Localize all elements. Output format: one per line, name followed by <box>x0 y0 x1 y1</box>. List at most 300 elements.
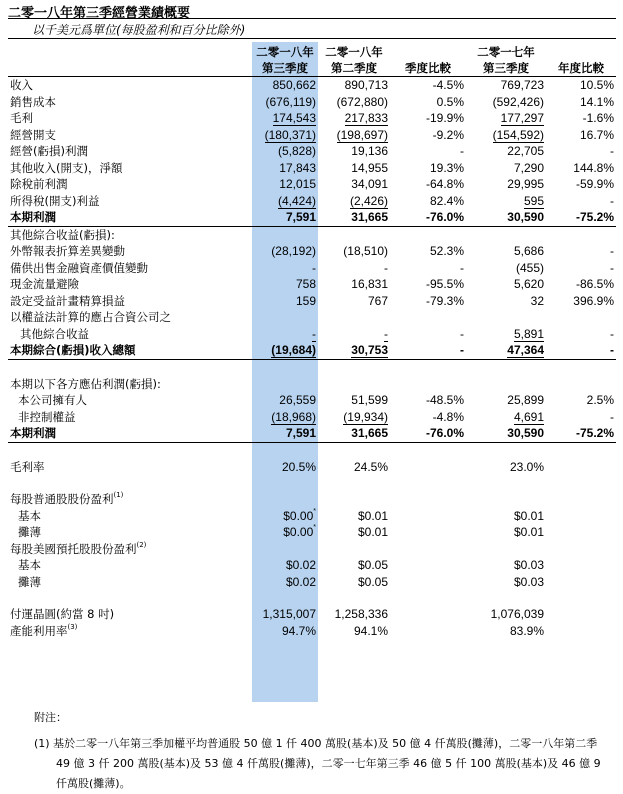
cell-c3 <box>390 557 466 574</box>
cell-c1 <box>252 508 318 525</box>
cell-c5 <box>546 110 616 127</box>
cell-c2 <box>318 176 390 193</box>
cell-c5 <box>546 77 616 94</box>
cell-c4 <box>466 143 546 160</box>
footnotes <box>34 708 604 794</box>
cell-value: (180,371) <box>264 127 316 142</box>
table-row <box>8 376 616 393</box>
cell-value: (19,684) <box>271 343 316 359</box>
cell-value: 30,590 <box>507 210 544 224</box>
table-row <box>8 557 616 574</box>
cell-value: $0.02 <box>285 558 316 572</box>
footnote-marker: (1) <box>113 491 124 499</box>
cell-value: -75.2% <box>575 210 614 224</box>
table-row <box>8 160 616 177</box>
cell-c4 <box>466 491 546 508</box>
row-label <box>8 376 252 393</box>
table-row <box>8 541 616 558</box>
row-label <box>8 110 252 127</box>
cell-value: -4.8% <box>432 409 464 424</box>
cell-c4 <box>466 94 546 111</box>
cell-value: 30,590 <box>507 426 544 440</box>
cell-c2 <box>318 127 390 144</box>
cell-c2 <box>318 276 390 293</box>
row-label-text: 設定受益計畫精算損益 <box>10 293 125 308</box>
cell-c1 <box>252 309 318 326</box>
cell-c3 <box>390 491 466 508</box>
cell-value: (592,426) <box>492 94 544 109</box>
cell-c5 <box>546 524 616 541</box>
header-q3-2018-line1: 二零一八年 <box>256 45 314 59</box>
cell-c5 <box>546 193 616 210</box>
row-label <box>8 209 252 226</box>
cell-c2 <box>318 226 390 243</box>
cell-c1 <box>252 574 318 591</box>
cell-value: 52.3% <box>429 244 464 258</box>
row-label-text: 以權益法計算的應占合資公司之 <box>10 310 171 324</box>
table-row <box>8 260 616 277</box>
cell-value: 5,686 <box>513 244 544 258</box>
table-row <box>8 110 616 127</box>
row-label <box>8 243 252 260</box>
cell-c1 <box>252 392 318 409</box>
cell-c5 <box>546 260 616 277</box>
spacer-row <box>8 475 616 491</box>
cell-c4 <box>466 508 546 525</box>
cell-c5 <box>546 623 616 640</box>
cell-value: (455) <box>515 260 544 275</box>
table-row <box>8 193 616 210</box>
cell-c3 <box>390 326 466 343</box>
cell-value: - <box>460 144 464 158</box>
cell-c3 <box>390 459 466 476</box>
cell-c4 <box>466 127 546 144</box>
cell-c4 <box>466 160 546 177</box>
cell-value: $0.03 <box>513 558 544 572</box>
cell-c3 <box>390 226 466 243</box>
cell-c5 <box>546 541 616 558</box>
cell-value: 14,955 <box>351 160 388 175</box>
cell-value: $0.02 <box>285 574 316 589</box>
cell-value: -76.0% <box>425 426 464 440</box>
cell-value: (18,968) <box>271 409 316 424</box>
table-row <box>8 243 616 260</box>
cell-c5 <box>546 425 616 442</box>
cell-value: -76.0% <box>425 210 464 224</box>
cell-value: 7,290 <box>513 160 544 175</box>
row-label <box>8 524 252 541</box>
table-row <box>8 94 616 111</box>
report-subtitle: 以千美元爲單位(每股盈利和百分比除外) <box>32 23 246 37</box>
row-label <box>8 77 252 94</box>
cell-value: 144.8% <box>573 160 614 175</box>
row-label <box>8 176 252 193</box>
cell-c2 <box>318 160 390 177</box>
cell-value: $0.05 <box>357 558 388 572</box>
cell-value: - <box>610 343 614 357</box>
cell-c3 <box>390 293 466 310</box>
table-row <box>8 143 616 160</box>
cell-c1 <box>252 557 318 574</box>
cell-c1 <box>252 127 318 144</box>
table-row <box>8 309 616 326</box>
cell-value: 24.5% <box>353 459 388 474</box>
row-label <box>8 425 252 442</box>
title-rule <box>8 18 616 19</box>
cell-c2 <box>318 260 390 277</box>
cell-c2 <box>318 524 390 541</box>
row-label <box>8 127 252 144</box>
cell-c2 <box>318 574 390 591</box>
cell-value: - <box>384 260 388 275</box>
cell-c5 <box>546 276 616 293</box>
cell-c1 <box>252 160 318 177</box>
cell-value: 5,891 <box>513 326 544 341</box>
row-label-text: 毛利 <box>10 111 33 125</box>
cell-value: $0.00 <box>283 525 314 539</box>
cell-c1 <box>252 409 318 426</box>
financial-summary-table <box>8 44 616 639</box>
table-row <box>8 409 616 426</box>
cell-value: 94.1% <box>353 623 388 638</box>
cell-value: 83.9% <box>509 623 544 638</box>
cell-c3 <box>390 623 466 640</box>
row-label-text: 其他綜合收益(虧損): <box>10 227 115 242</box>
cell-c2 <box>318 409 390 426</box>
spacer-row <box>8 590 616 606</box>
row-label <box>8 409 252 426</box>
row-label-text: 本期利潤 <box>10 210 56 224</box>
row-label <box>8 326 252 343</box>
cell-c3 <box>390 425 466 442</box>
row-label-text: 毛利率 <box>10 459 45 474</box>
cell-value: 30,753 <box>351 343 388 359</box>
cell-c4 <box>466 392 546 409</box>
cell-c1 <box>252 524 318 541</box>
row-label <box>8 276 252 293</box>
cell-value: 2.5% <box>586 393 614 407</box>
cell-c2 <box>318 309 390 326</box>
cell-c3 <box>390 143 466 160</box>
cell-c5 <box>546 143 616 160</box>
cell-c5 <box>546 326 616 343</box>
cell-c4 <box>466 193 546 210</box>
cell-value: -79.3% <box>425 293 464 308</box>
cell-value: -19.9% <box>425 111 464 125</box>
row-label <box>8 623 252 640</box>
header-q2-2018-line1: 二零一八年 <box>325 45 383 59</box>
row-label <box>8 293 252 310</box>
row-label <box>8 309 252 326</box>
cell-c4 <box>466 409 546 426</box>
cell-value: 595 <box>523 193 544 208</box>
cell-value: 19,136 <box>351 144 388 158</box>
cell-value: $0.01 <box>357 525 388 539</box>
cell-c4 <box>466 459 546 476</box>
cell-value: - <box>610 193 614 208</box>
cell-c1 <box>252 342 318 359</box>
cell-c2 <box>318 425 390 442</box>
cell-value: 47,364 <box>507 343 544 359</box>
row-label <box>8 541 252 558</box>
cell-value: - <box>312 326 316 341</box>
cell-c3 <box>390 243 466 260</box>
header-row-2 <box>8 60 616 77</box>
cell-value: 25,899 <box>507 393 544 407</box>
cell-value: -86.5% <box>575 277 614 291</box>
cell-c3 <box>390 342 466 359</box>
row-label-text: 收入 <box>10 78 33 92</box>
cell-c2 <box>318 143 390 160</box>
cell-c3 <box>390 524 466 541</box>
row-label-text: 攤薄 <box>18 525 41 539</box>
table-row <box>8 491 616 508</box>
spacer-row <box>8 442 616 459</box>
cell-value: (4,424) <box>277 193 316 208</box>
row-label <box>8 392 252 409</box>
row-label-text: 產能利用率 <box>10 623 68 638</box>
cell-value: - <box>460 343 464 357</box>
cell-c4 <box>466 176 546 193</box>
cell-c1 <box>252 94 318 111</box>
row-label <box>8 193 252 210</box>
cell-value: -75.2% <box>575 426 614 440</box>
row-label-text: 本公司擁有人 <box>18 393 87 407</box>
cell-c1 <box>252 209 318 226</box>
cell-value: (198,697) <box>336 127 388 142</box>
cell-value: (18,510) <box>343 244 388 258</box>
cell-c3 <box>390 77 466 94</box>
header-qoq: 季度比較 <box>390 60 466 77</box>
cell-c1 <box>252 326 318 343</box>
cell-value: 94.7% <box>281 623 316 638</box>
table-row <box>8 176 616 193</box>
cell-value: (672,880) <box>336 94 388 109</box>
cell-c3 <box>390 606 466 623</box>
cell-value: -95.5% <box>425 277 464 291</box>
cell-c4 <box>466 326 546 343</box>
cell-c2 <box>318 342 390 359</box>
cell-c3 <box>390 193 466 210</box>
cell-value: 22,705 <box>507 144 544 158</box>
row-label-text: 所得稅(開支)利益 <box>10 193 100 208</box>
cell-c5 <box>546 574 616 591</box>
cell-value: 19.3% <box>429 160 464 175</box>
cell-value: 31,665 <box>351 426 388 440</box>
cell-c2 <box>318 243 390 260</box>
cell-c4 <box>466 110 546 127</box>
cell-c3 <box>390 127 466 144</box>
cell-value: 26,559 <box>279 393 316 407</box>
cell-value: 10.5% <box>579 78 614 92</box>
cell-value: 29,995 <box>507 177 544 191</box>
cell-c3 <box>390 94 466 111</box>
cell-value: 758 <box>295 277 316 291</box>
header-q3-2018-line2: 第三季度 <box>252 60 318 77</box>
cell-value: -9.2% <box>432 127 464 142</box>
cell-c2 <box>318 77 390 94</box>
cell-c1 <box>252 226 318 243</box>
row-label-text: 其他收入(開支)，淨額 <box>10 160 123 175</box>
cell-c4 <box>466 293 546 310</box>
cell-c4 <box>466 376 546 393</box>
cell-value: 850,662 <box>272 78 316 92</box>
row-label <box>8 606 252 623</box>
cell-c5 <box>546 293 616 310</box>
cell-c3 <box>390 110 466 127</box>
cell-value: 1,076,039 <box>490 607 544 621</box>
cell-c1 <box>252 623 318 640</box>
row-label-text: 每股普通股股份盈利 <box>10 492 114 506</box>
cell-value: 32 <box>530 293 544 308</box>
cell-c4 <box>466 541 546 558</box>
cell-value: -1.6% <box>582 111 614 125</box>
row-label-text: 本期利潤 <box>10 426 56 440</box>
cell-c4 <box>466 243 546 260</box>
table-row <box>8 606 616 623</box>
row-label-text: 本期以下各方應佔利潤(虧損): <box>10 376 161 391</box>
table-row <box>8 77 616 94</box>
cell-c4 <box>466 77 546 94</box>
cell-value: -64.8% <box>425 177 464 191</box>
cell-c4 <box>466 623 546 640</box>
row-label-text: 經營(虧損)利潤 <box>10 144 88 158</box>
cell-c1 <box>252 110 318 127</box>
cell-c1 <box>252 276 318 293</box>
cell-c3 <box>390 376 466 393</box>
row-label-text: 基本 <box>18 508 41 523</box>
cell-value: 4,691 <box>513 409 544 424</box>
cell-value: 16.7% <box>579 127 614 142</box>
row-label-text: 備供出售金融資產價值變動 <box>10 260 148 275</box>
cell-value: - <box>610 144 614 158</box>
row-label <box>8 574 252 591</box>
cell-value: 890,713 <box>344 78 388 92</box>
cell-c1 <box>252 293 318 310</box>
row-label-text: 其他綜合收益 <box>20 326 89 341</box>
header-q2-2018-line2: 第二季度 <box>318 60 390 77</box>
cell-c2 <box>318 193 390 210</box>
row-label <box>8 557 252 574</box>
cell-c5 <box>546 606 616 623</box>
cell-c4 <box>466 209 546 226</box>
cell-c5 <box>546 392 616 409</box>
cell-value: -59.9% <box>575 177 614 191</box>
cell-value: (5,828) <box>277 144 316 158</box>
cell-value: 51,599 <box>351 393 388 407</box>
cell-c1 <box>252 541 318 558</box>
cell-c4 <box>466 574 546 591</box>
row-label <box>8 508 252 525</box>
cell-c2 <box>318 209 390 226</box>
header-q3-2017-line2: 第三季度 <box>466 60 546 77</box>
cell-c2 <box>318 110 390 127</box>
cell-c2 <box>318 459 390 476</box>
footnote-marker: * <box>313 524 316 531</box>
cell-c2 <box>318 557 390 574</box>
table-row <box>8 459 616 476</box>
cell-value: $0.01 <box>513 508 544 523</box>
cell-c1 <box>252 459 318 476</box>
cell-value: 217,833 <box>344 111 388 125</box>
cell-value: 159 <box>295 293 316 308</box>
cell-c5 <box>546 557 616 574</box>
cell-c4 <box>466 425 546 442</box>
table-row <box>8 276 616 293</box>
cell-c2 <box>318 293 390 310</box>
footnotes-heading: 附注： <box>34 711 67 724</box>
cell-c5 <box>546 376 616 393</box>
cell-c5 <box>546 491 616 508</box>
cell-c2 <box>318 623 390 640</box>
cell-c5 <box>546 209 616 226</box>
cell-c3 <box>390 574 466 591</box>
row-label <box>8 491 252 508</box>
cell-c5 <box>546 409 616 426</box>
row-label-text: 每股美國預托股股份盈利 <box>10 541 137 556</box>
cell-value: 0.5% <box>436 94 464 109</box>
cell-value: - <box>312 260 316 275</box>
table-row <box>8 226 616 243</box>
cell-c2 <box>318 94 390 111</box>
cell-c4 <box>466 606 546 623</box>
row-label-text: 經營開支 <box>10 127 56 142</box>
cell-c5 <box>546 127 616 144</box>
cell-value: 17,843 <box>279 160 316 175</box>
cell-c1 <box>252 143 318 160</box>
cell-c5 <box>546 342 616 359</box>
cell-c3 <box>390 541 466 558</box>
row-label-text: 非控制權益 <box>18 409 76 424</box>
cell-value: - <box>610 326 614 341</box>
cell-value: - <box>460 326 464 341</box>
table-row <box>8 127 616 144</box>
subtitle-rule <box>8 38 616 39</box>
row-label-text: 攤薄 <box>18 574 41 589</box>
header-row-1 <box>8 44 616 60</box>
cell-c2 <box>318 376 390 393</box>
report-title: 二零一八年第三季經營業績概要 <box>8 6 191 21</box>
cell-c1 <box>252 376 318 393</box>
cell-c5 <box>546 176 616 193</box>
cell-value: $0.00 <box>283 508 314 523</box>
table-row <box>8 574 616 591</box>
cell-value: $0.05 <box>357 574 388 589</box>
header-yoy: 年度比較 <box>546 60 616 77</box>
cell-value: 769,723 <box>500 78 544 92</box>
cell-c5 <box>546 459 616 476</box>
cell-value: 20.5% <box>281 459 316 474</box>
row-label <box>8 160 252 177</box>
cell-value: 7,591 <box>285 426 316 440</box>
cell-c2 <box>318 326 390 343</box>
cell-c1 <box>252 193 318 210</box>
footnote-1: (1) 基於二零一八年第三季加權平均普通股 50 億 1 仟 400 萬股(基本)及 50 億 4 仟萬股(攤薄)，二零一八年第二季 49 億 3 仟 200 萬股(基本)及 53 億 4 仟萬股(攤薄)，二零一七年第三季 46 億 5 仟 100 萬股(基本)及 46 億 9 仟萬股(攤薄)。 <box>34 737 601 790</box>
cell-value: -4.5% <box>432 78 464 92</box>
cell-c3 <box>390 309 466 326</box>
cell-value: (28,192) <box>271 244 316 258</box>
cell-value: 31,665 <box>351 210 388 224</box>
cell-value: 1,315,007 <box>262 607 316 621</box>
cell-c4 <box>466 557 546 574</box>
table-row <box>8 508 616 525</box>
cell-value: - <box>610 244 614 258</box>
spacer-row <box>8 359 616 376</box>
row-label-text: 銷售成本 <box>10 94 56 109</box>
cell-c4 <box>466 524 546 541</box>
cell-c3 <box>390 392 466 409</box>
cell-c1 <box>252 176 318 193</box>
